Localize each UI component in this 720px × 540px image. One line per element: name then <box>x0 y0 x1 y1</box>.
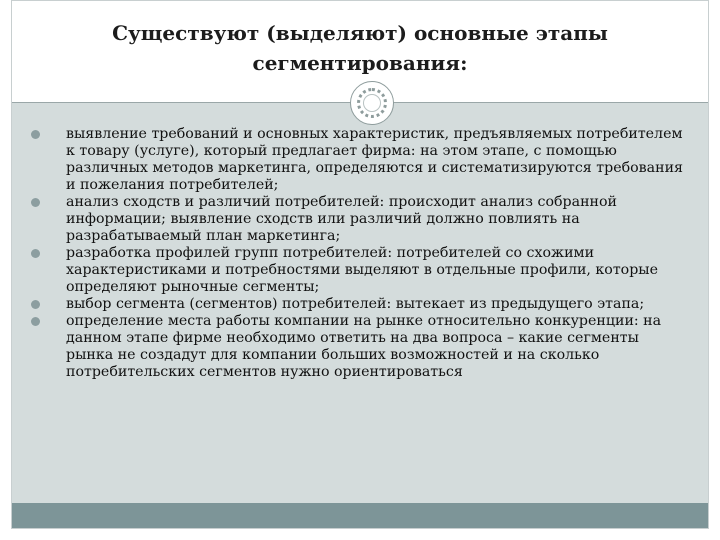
bullet-icon <box>31 249 40 258</box>
list-item <box>23 126 688 194</box>
slide <box>11 0 709 529</box>
list-item <box>23 245 688 296</box>
bullet-list <box>23 126 688 381</box>
list-item <box>23 296 688 313</box>
ornament-inner-circle <box>363 94 381 112</box>
bullet-icon <box>31 317 40 326</box>
list-item <box>23 313 688 381</box>
ornament-circle-icon <box>350 81 394 125</box>
list-item <box>23 194 688 245</box>
slide-title: Существуют (выделяют) основные этапы сегментирования: <box>112 21 608 75</box>
footer-bar <box>12 503 708 528</box>
list-item-text: выявление требований и основных характеристик, предъявляемых потребителем к товару (услуге), который предлагает фирма: на этом этапе, с помощью различных методов маркетинга, определяются и систематизируются требования и пожелания потребителей; <box>66 126 683 193</box>
bullet-icon <box>31 300 40 309</box>
bullet-icon <box>31 198 40 207</box>
list-item-text: выбор сегмента (сегментов) потребителей: вытекает из предыдущего этапа; <box>66 296 645 312</box>
bullet-icon <box>31 130 40 139</box>
list-item-text: определение места работы компании на рынке относительно конкуренции: на данном этапе фирме необходимо ответить на два вопроса – какие сегменты рынка не создадут для компании больших возможностей и на сколько потребительских сегментов нужно ориентироваться <box>66 313 662 380</box>
list-item-text: разработка профилей групп потребителей: потребителей со схожими характеристиками и потребностями выделяют в отдельные профили, которые определяют рыночные сегменты; <box>66 245 658 295</box>
list-item-text: анализ сходств и различий потребителей: происходит анализ собранной информации; выявление сходств или различий должно повлиять на разрабатываемый план маркетинга; <box>66 194 617 244</box>
